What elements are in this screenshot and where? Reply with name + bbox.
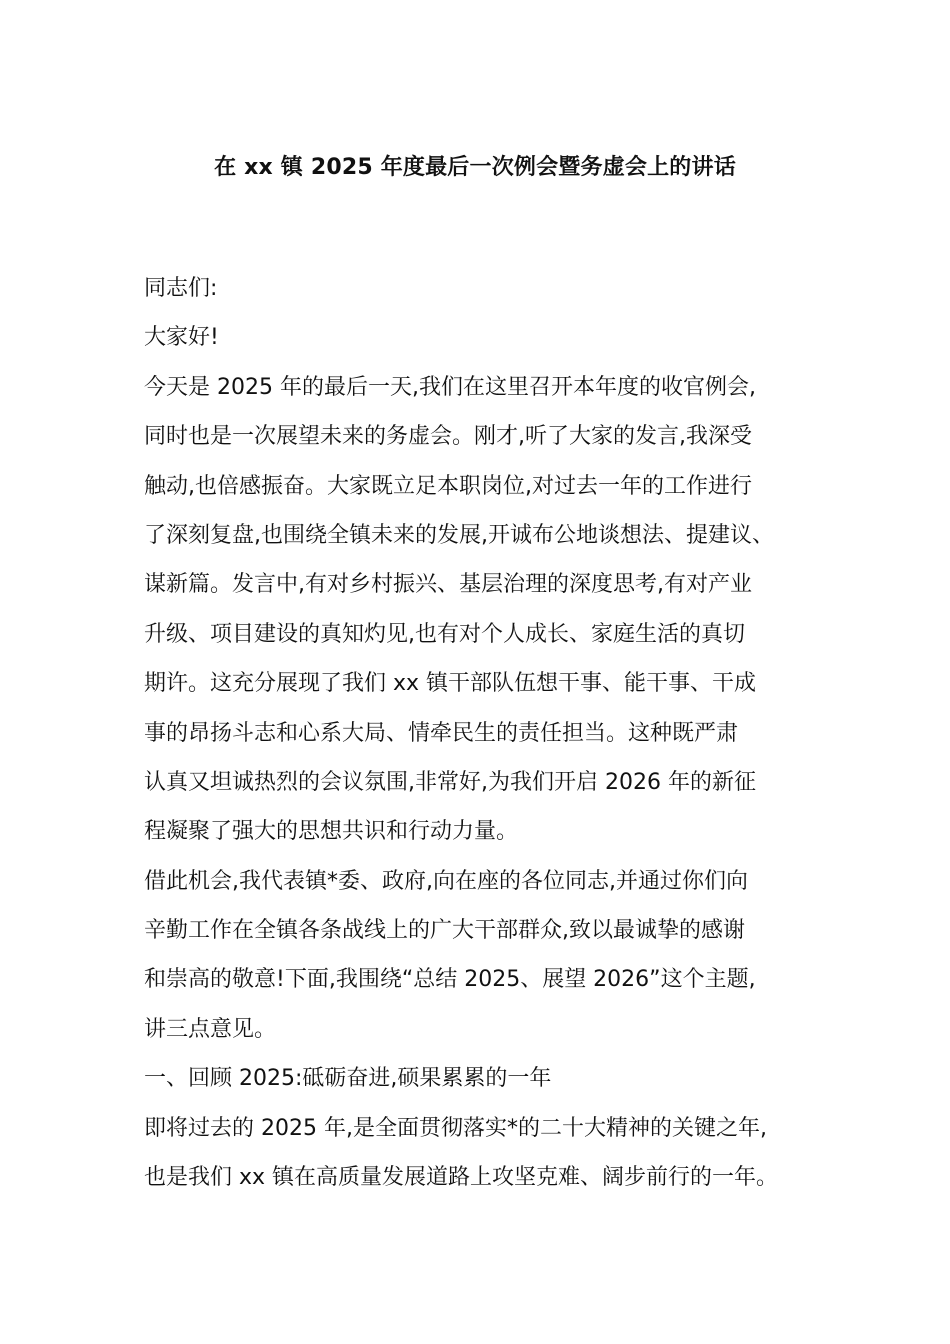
body-line: 程凝聚了强大的思想共识和行动力量。 bbox=[144, 819, 519, 845]
document-title: 在 xx 镇 2025 年度最后一次例会暨务虚会上的讲话 bbox=[214, 155, 736, 180]
section-heading: 一、回顾 2025:砥砺奋进,硕果累累的一年 bbox=[144, 1066, 552, 1092]
body-line: 和崇高的敬意!下面,我围绕“总结 2025、展望 2026”这个主题, bbox=[144, 967, 756, 993]
greeting: 大家好! bbox=[144, 325, 219, 351]
body-line: 同时也是一次展望未来的务虚会。刚才,听了大家的发言,我深受 bbox=[144, 424, 752, 450]
body-line: 讲三点意见。 bbox=[144, 1016, 277, 1042]
body-line: 谋新篇。发言中,有对乡村振兴、基层治理的深度思考,有对产业 bbox=[144, 572, 752, 598]
body-line: 事的昂扬斗志和心系大局、情牵民生的责任担当。这种既严肃 bbox=[144, 720, 739, 746]
body-line: 认真又坦诚热烈的会议氛围,非常好,为我们开启 2026 年的新征 bbox=[144, 769, 756, 795]
body-line: 期许。这充分展现了我们 xx 镇干部队伍想干事、能干事、干成 bbox=[144, 671, 757, 697]
body-line: 今天是 2025 年的最后一天,我们在这里召开本年度的收官例会, bbox=[144, 374, 756, 400]
body-line: 即将过去的 2025 年,是全面贯彻落实*的二十大精神的关键之年, bbox=[144, 1115, 767, 1141]
body-line: 辛勤工作在全镇各条战线上的广大干部群众,致以最诚挚的感谢 bbox=[144, 918, 745, 944]
body-line: 了深刻复盘,也围绕全镇未来的发展,开诚布公地谈想法、提建议、 bbox=[144, 522, 774, 548]
body-line: 触动,也倍感振奋。大家既立足本职岗位,对过去一年的工作进行 bbox=[144, 473, 752, 499]
body-line: 升级、项目建设的真知灼见,也有对个人成长、家庭生活的真切 bbox=[144, 621, 745, 647]
body-line: 也是我们 xx 镇在高质量发展道路上攻坚克难、阔步前行的一年。 bbox=[144, 1165, 779, 1191]
document-body bbox=[144, 269, 824, 1207]
salutation: 同志们: bbox=[144, 276, 218, 301]
body-line: 借此机会,我代表镇*委、政府,向在座的各位同志,并通过你们向 bbox=[144, 868, 748, 894]
